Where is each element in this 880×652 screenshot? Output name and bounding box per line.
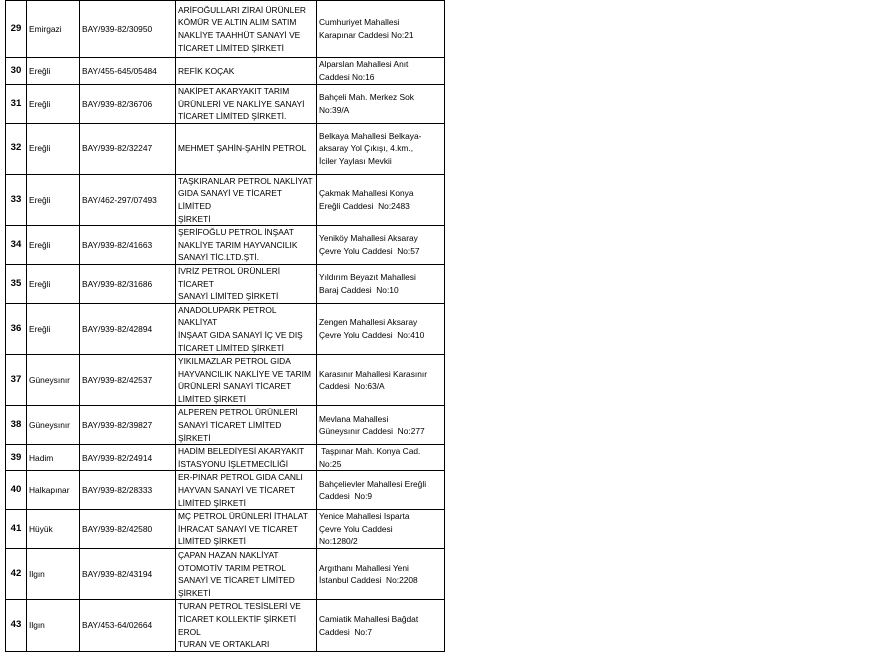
company-name-line: YIKILMAZLAR PETROL GIDA [178,356,291,367]
company-name-line: NAKLİYE TAAHHÜT SANAYİ VE [178,30,301,40]
table-row [6,549,445,600]
district-cell: Ereğli [27,58,80,85]
table-row [6,226,445,265]
address-line: Caddesi No:9 [319,491,373,502]
row-number: 38 [6,406,27,445]
district-cell: Hüyük [27,510,80,549]
district-cell: Ereğli [27,264,80,303]
company-name-line: SANAYİ VE TİCARET LİMİTED [178,575,295,586]
address-cell [317,549,445,600]
address-cell [317,85,445,124]
district-cell: Ereğli [27,174,80,225]
address-line: Taşpınar Mah. Konya Cad. [319,446,421,457]
company-name-line: MÇ PETROL ÜRÜNLERİ İTHALAT [178,511,308,522]
address-line: Yeniköy Mahallesi Aksaray [319,233,418,244]
company-name-line: ŞİRKETİ [178,587,211,598]
license-number-cell: BAY/939-82/32247 [80,123,176,174]
row-number: 40 [6,471,27,510]
address-cell [317,1,445,58]
company-name-line: LİMİTED ŞİRKETİ [178,393,246,404]
company-name-line: TİCARET KOLLEKTİF ŞİRKETİ EROL [178,613,297,637]
address-line: Yenice Mahallesi Isparta [319,511,410,522]
district-cell: Ereğli [27,123,80,174]
address-cell [317,510,445,549]
company-name-line: ÇAPAN HAZAN NAKLİYAT [178,550,279,560]
table-row [6,1,445,58]
company-name-line: HAYVANCILIK NAKLİYE VE TARIM [178,368,311,379]
table-row [6,471,445,510]
company-name-line: REFİK KOÇAK [178,65,235,76]
dealer-table [5,0,445,652]
address-line: Çevre Yolu Caddesi [319,523,393,534]
district-cell: Ereğli [27,303,80,354]
license-number-cell: BAY/453-64/02664 [80,600,176,651]
company-name-line: TİCARET LİMİTED ŞİRKETİ [178,42,284,53]
address-cell [317,226,445,265]
company-name-line: NAKİPET AKARYAKIT TARIM [178,86,290,96]
address-line: Camiatik Mahallesi Bağdat [319,613,419,624]
company-name-line: GIDA SANAYİ VE TİCARET LİMİTED [178,188,282,211]
address-line: aksaray Yol Çıkışı, 4.km., [319,143,414,154]
address-cell [317,406,445,445]
row-number: 42 [6,549,27,600]
district-cell: Güneysınır [27,406,80,445]
table-row [6,303,445,354]
table-row [6,600,445,651]
address-line: Çevre Yolu Caddesi No:410 [319,329,425,340]
company-name-line: TURAN PETROL TESİSLERİ VE [178,601,301,612]
address-cell [317,264,445,303]
license-number-cell: BAY/939-82/42894 [80,303,176,354]
row-number: 35 [6,264,27,303]
license-number-cell: BAY/939-82/31686 [80,264,176,303]
address-cell [317,600,445,651]
company-name-line: ANADOLUPARK PETROL NAKLİYAT [178,304,277,328]
license-number-cell: BAY/939-82/43194 [80,549,176,600]
row-number: 32 [6,123,27,174]
license-number-cell: BAY/939-82/42537 [80,355,176,406]
company-name-line: HAYVAN SANAYİ VE TİCARET [178,485,296,496]
license-number-cell: BAY/939-82/41663 [80,226,176,265]
row-number: 33 [6,174,27,225]
license-number-cell: BAY/462-297/07493 [80,174,176,225]
company-name-cell [176,445,317,471]
company-name-line: TİCARET LİMİTED ŞİRKETİ. [178,111,287,122]
district-cell: Emirgazi [27,1,80,58]
row-number: 36 [6,303,27,354]
company-name-cell [176,174,317,225]
address-cell [317,355,445,406]
company-name-line: TAŞKIRANLAR PETROL NAKLİYAT [178,175,313,186]
address-line: Caddesi No:16 [319,72,375,82]
company-name-line: ŞİRKETİ [178,213,211,224]
table-row [6,355,445,406]
company-name-cell [176,600,317,651]
address-cell [317,174,445,225]
address-line: Bahçeli Mah. Merkez Sok [319,92,414,103]
row-number: 29 [6,1,27,58]
address-line: İciler Yaylası Mevkii [319,156,392,167]
company-name-line: ÜRÜNLERİ SANAYİ TİCARET [178,381,292,392]
table-row [6,58,445,85]
address-line: No:39/A [319,104,350,115]
district-cell: Ereğli [27,85,80,124]
company-name-line: İHRACAT SANAYİ VE TİCARET [178,523,298,534]
address-line: İstanbul Caddesi No:2208 [319,575,418,586]
row-number: 34 [6,226,27,265]
company-name-cell [176,510,317,549]
company-name-line: SANAYİ TİCARET LİMİTED ŞİRKETİ [178,420,282,443]
address-line: Cumhuriyet Mahallesi [319,17,400,28]
company-name-line: TİCARET LİMİTED ŞİRKETİ [178,342,284,353]
address-cell [317,445,445,471]
company-name-line: İVRİZ PETROL ÜRÜNLERİ TİCARET [178,265,281,289]
district-cell: Ereğli [27,226,80,265]
table-row [6,264,445,303]
company-name-line: LİMİTED ŞİRKETİ [178,536,246,547]
address-line: Çakmak Mahallesi Konya [319,188,414,199]
row-number: 31 [6,85,27,124]
address-line: Ereğli Caddesi No:2483 [319,200,410,211]
company-name-line: NAKLİYE TARIM HAYVANCILIK [178,239,298,250]
address-line: Karasınır Mahallesi Karasınır [319,368,427,379]
address-line: Güneysınır Caddesi No:277 [319,426,425,437]
address-line: No:1280/2 [319,536,358,547]
address-line: Caddesi No:63/A [319,381,385,392]
table-row [6,510,445,549]
license-number-cell: BAY/939-82/30950 [80,1,176,58]
license-number-cell: BAY/939-82/39827 [80,406,176,445]
company-name-line: ER-PINAR PETROL GIDA CANLI [178,472,303,483]
address-line: Karapınar Caddesi No:21 [319,30,414,40]
row-number: 41 [6,510,27,549]
address-line: Baraj Caddesi No:10 [319,284,399,295]
company-name-line: TURAN VE ORTAKLARI [178,639,270,650]
company-name-line: İSTASYONU İŞLETMECİLİĞİ [178,458,289,469]
company-name-line: İNŞAAT GIDA SANAYİ İÇ VE DIŞ [178,329,303,340]
row-number: 30 [6,58,27,85]
company-name-line: SANAYİ TİC.LTD.ŞTİ. [178,252,259,263]
company-name-cell [176,85,317,124]
license-number-cell: BAY/939-82/24914 [80,445,176,471]
district-cell: Güneysınır [27,355,80,406]
company-name-line: OTOMOTİV TARIM PETROL [178,562,286,573]
address-cell [317,303,445,354]
address-line: Argıthanı Mahallesi Yeni [319,562,409,573]
address-line: Yıldırım Beyazıt Mahallesi [319,272,416,283]
address-line: Çevre Yolu Caddesi No:57 [319,246,420,257]
address-line: Mevlana Mahallesi [319,413,389,424]
row-number: 43 [6,600,27,651]
address-line: Bahçelievler Mahallesi Ereğli [319,478,427,489]
company-name-line: MEHMET ŞAHİN-ŞAHİN PETROL [178,143,307,154]
district-cell: Ilgın [27,549,80,600]
table-row [6,445,445,471]
company-name-line: ARİFOĞULLARI ZİRAİ ÜRÜNLER [178,4,306,15]
company-name-cell [176,406,317,445]
address-line: Zengen Mahallesi Aksaray [319,317,418,328]
district-cell: Ilgın [27,600,80,651]
license-number-cell: BAY/939-82/28333 [80,471,176,510]
license-number-cell: BAY/939-82/36706 [80,85,176,124]
company-name-line: ALPEREN PETROL ÜRÜNLERİ [178,407,298,418]
company-name-line: KÖMÜR VE ALTIN ALIM SATIM [178,17,297,28]
address-cell [317,123,445,174]
table-row [6,406,445,445]
company-name-cell [176,355,317,406]
district-cell: Hadim [27,445,80,471]
company-name-line: LİMİTED ŞİRKETİ [178,497,246,508]
company-name-cell [176,264,317,303]
company-name-cell [176,226,317,265]
address-line: Belkaya Mahallesi Belkaya- [319,130,422,141]
company-name-cell [176,303,317,354]
table-row [6,123,445,174]
address-cell [317,471,445,510]
company-name-line: HADİM BELEDİYESİ AKARYAKIT [178,446,305,457]
address-cell [317,58,445,85]
company-name-cell [176,471,317,510]
company-name-line: SANAYİ LİMİTED ŞİRKETİ [178,291,279,302]
row-number: 39 [6,445,27,471]
address-line: No:25 [319,458,342,469]
row-number: 37 [6,355,27,406]
table-row [6,85,445,124]
address-line: Alparslan Mahallesi Anıt [319,59,409,70]
company-name-line: ÜRÜNLERİ VE NAKLİYE SANAYİ [178,98,305,109]
table-row [6,174,445,225]
district-cell: Halkapınar [27,471,80,510]
company-name-cell [176,549,317,600]
address-line: Caddesi No:7 [319,626,373,637]
company-name-cell [176,1,317,58]
company-name-cell [176,58,317,85]
license-number-cell: BAY/939-82/42580 [80,510,176,549]
license-number-cell: BAY/455-645/05484 [80,58,176,85]
company-name-line: ŞERİFOĞLU PETROL İNŞAAT [178,227,294,238]
company-name-cell [176,123,317,174]
